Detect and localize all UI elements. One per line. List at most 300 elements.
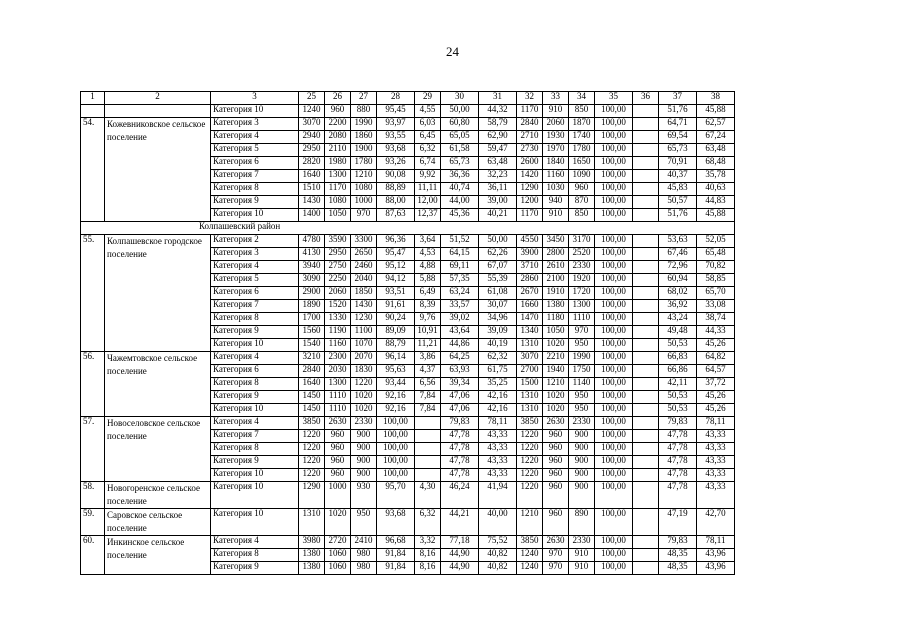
value-cell: 4,53 bbox=[415, 248, 441, 261]
value-cell: 93,68 bbox=[377, 144, 415, 157]
settlement-number bbox=[81, 105, 105, 118]
value-cell: 4,30 bbox=[415, 482, 441, 509]
value-cell: 1380 bbox=[299, 549, 325, 562]
value-cell: 940 bbox=[543, 196, 569, 209]
value-cell: 970 bbox=[351, 209, 377, 222]
value-cell: 5,88 bbox=[415, 274, 441, 287]
value-cell: 64,57 bbox=[697, 365, 735, 378]
value-cell: 970 bbox=[569, 326, 595, 339]
value-cell: 45,36 bbox=[441, 209, 479, 222]
value-cell: 900 bbox=[569, 430, 595, 443]
value-cell: 38,74 bbox=[697, 313, 735, 326]
header-cell: 30 bbox=[441, 92, 479, 105]
settlement-name: Новоселовское сельское поселение bbox=[105, 417, 211, 482]
value-cell: 77,18 bbox=[441, 536, 479, 549]
category-cell: Категория 6 bbox=[211, 157, 299, 170]
value-cell: 2330 bbox=[351, 417, 377, 430]
value-cell: 3980 bbox=[299, 536, 325, 549]
value-cell: 50,53 bbox=[659, 404, 697, 417]
value-cell: 4,55 bbox=[415, 105, 441, 118]
value-cell: 1210 bbox=[543, 378, 569, 391]
value-cell: 43,96 bbox=[697, 562, 735, 575]
value-cell: 39,02 bbox=[441, 313, 479, 326]
value-cell: 63,93 bbox=[441, 365, 479, 378]
value-cell bbox=[633, 313, 659, 326]
value-cell: 1310 bbox=[517, 339, 543, 352]
value-cell: 900 bbox=[351, 430, 377, 443]
value-cell: 1220 bbox=[517, 443, 543, 456]
value-cell bbox=[633, 183, 659, 196]
value-cell bbox=[633, 365, 659, 378]
value-cell: 65,73 bbox=[659, 144, 697, 157]
value-cell: 70,82 bbox=[697, 261, 735, 274]
value-cell: 100,00 bbox=[595, 196, 633, 209]
value-cell: 48,35 bbox=[659, 549, 697, 562]
value-cell: 2330 bbox=[569, 261, 595, 274]
value-cell: 7,84 bbox=[415, 404, 441, 417]
value-cell: 1910 bbox=[543, 287, 569, 300]
value-cell: 43,33 bbox=[697, 430, 735, 443]
value-cell: 1290 bbox=[299, 482, 325, 509]
value-cell: 43,33 bbox=[479, 456, 517, 469]
value-cell: 1210 bbox=[517, 509, 543, 536]
value-cell: 62,90 bbox=[479, 131, 517, 144]
value-cell: 100,00 bbox=[595, 131, 633, 144]
value-cell: 100,00 bbox=[595, 170, 633, 183]
value-cell: 2520 bbox=[569, 248, 595, 261]
value-cell: 2060 bbox=[325, 287, 351, 300]
value-cell: 2060 bbox=[543, 118, 569, 131]
value-cell: 4,88 bbox=[415, 261, 441, 274]
value-cell: 970 bbox=[543, 562, 569, 575]
value-cell: 100,00 bbox=[595, 469, 633, 482]
category-cell: Категория 8 bbox=[211, 378, 299, 391]
value-cell: 2670 bbox=[517, 287, 543, 300]
value-cell: 3940 bbox=[299, 261, 325, 274]
settlement-number: 57. bbox=[81, 417, 105, 482]
value-cell: 100,00 bbox=[595, 339, 633, 352]
value-cell: 55,39 bbox=[479, 274, 517, 287]
value-cell bbox=[415, 469, 441, 482]
value-cell: 2800 bbox=[543, 248, 569, 261]
value-cell: 1830 bbox=[351, 365, 377, 378]
value-cell: 950 bbox=[351, 509, 377, 536]
category-cell: Категория 4 bbox=[211, 417, 299, 430]
value-cell: 9,76 bbox=[415, 313, 441, 326]
value-cell: 93,55 bbox=[377, 131, 415, 144]
value-cell: 47,06 bbox=[441, 391, 479, 404]
value-cell bbox=[633, 274, 659, 287]
value-cell: 100,00 bbox=[595, 509, 633, 536]
value-cell: 2030 bbox=[325, 365, 351, 378]
value-cell bbox=[633, 417, 659, 430]
header-cell: 32 bbox=[517, 92, 543, 105]
value-cell: 1640 bbox=[299, 378, 325, 391]
value-cell: 3850 bbox=[517, 417, 543, 430]
value-cell bbox=[633, 300, 659, 313]
value-cell: 100,00 bbox=[595, 536, 633, 549]
settlement-name: Инкинское сельское поселение bbox=[105, 536, 211, 575]
value-cell: 3710 bbox=[517, 261, 543, 274]
value-cell: 960 bbox=[325, 430, 351, 443]
value-cell: 52,05 bbox=[697, 235, 735, 248]
value-cell: 3900 bbox=[517, 248, 543, 261]
value-cell: 3170 bbox=[569, 235, 595, 248]
value-cell: 95,45 bbox=[377, 105, 415, 118]
value-cell: 950 bbox=[569, 404, 595, 417]
value-cell: 79,83 bbox=[441, 417, 479, 430]
value-cell: 50,00 bbox=[441, 105, 479, 118]
value-cell: 12,37 bbox=[415, 209, 441, 222]
value-cell: 100,00 bbox=[595, 549, 633, 562]
value-cell: 1310 bbox=[517, 391, 543, 404]
category-cell: Категория 8 bbox=[211, 313, 299, 326]
value-cell: 93,26 bbox=[377, 157, 415, 170]
settlement-name: Кожевниковское сельское поселение bbox=[105, 118, 211, 222]
value-cell: 1240 bbox=[299, 105, 325, 118]
value-cell: 1940 bbox=[543, 365, 569, 378]
value-cell: 1920 bbox=[569, 274, 595, 287]
category-cell: Категория 5 bbox=[211, 144, 299, 157]
category-cell: Категория 3 bbox=[211, 118, 299, 131]
value-cell: 61,08 bbox=[479, 287, 517, 300]
header-cell: 31 bbox=[479, 92, 517, 105]
value-cell: 87,63 bbox=[377, 209, 415, 222]
value-cell: 88,79 bbox=[377, 339, 415, 352]
value-cell: 42,16 bbox=[479, 391, 517, 404]
value-cell: 1740 bbox=[569, 131, 595, 144]
value-cell: 100,00 bbox=[595, 183, 633, 196]
value-cell: 44,90 bbox=[441, 562, 479, 575]
value-cell: 1220 bbox=[351, 378, 377, 391]
value-cell: 12,00 bbox=[415, 196, 441, 209]
value-cell: 10,91 bbox=[415, 326, 441, 339]
value-cell: 100,00 bbox=[595, 105, 633, 118]
value-cell: 1220 bbox=[299, 430, 325, 443]
value-cell: 43,33 bbox=[479, 430, 517, 443]
value-cell: 100,00 bbox=[595, 326, 633, 339]
category-cell: Категория 9 bbox=[211, 196, 299, 209]
value-cell: 4130 bbox=[299, 248, 325, 261]
value-cell: 88,89 bbox=[377, 183, 415, 196]
value-cell: 1780 bbox=[351, 157, 377, 170]
value-cell: 65,48 bbox=[697, 248, 735, 261]
value-cell: 100,00 bbox=[595, 430, 633, 443]
value-cell: 90,24 bbox=[377, 313, 415, 326]
value-cell: 100,00 bbox=[595, 456, 633, 469]
value-cell: 45,88 bbox=[697, 209, 735, 222]
value-cell: 960 bbox=[543, 430, 569, 443]
value-cell: 79,83 bbox=[659, 417, 697, 430]
value-cell: 1870 bbox=[569, 118, 595, 131]
value-cell bbox=[633, 170, 659, 183]
value-cell: 58,85 bbox=[697, 274, 735, 287]
settlement-name: Новогоренское сельское поселение bbox=[105, 482, 211, 509]
value-cell: 100,00 bbox=[595, 391, 633, 404]
value-cell: 1170 bbox=[517, 209, 543, 222]
value-cell: 2630 bbox=[543, 417, 569, 430]
value-cell: 1310 bbox=[299, 509, 325, 536]
value-cell bbox=[633, 261, 659, 274]
value-cell: 100,00 bbox=[595, 274, 633, 287]
value-cell: 3,64 bbox=[415, 235, 441, 248]
value-cell: 100,00 bbox=[595, 300, 633, 313]
value-cell: 3850 bbox=[517, 536, 543, 549]
value-cell: 900 bbox=[351, 469, 377, 482]
value-cell: 900 bbox=[569, 443, 595, 456]
value-cell: 6,32 bbox=[415, 144, 441, 157]
value-cell: 1510 bbox=[299, 183, 325, 196]
value-cell: 60,80 bbox=[441, 118, 479, 131]
category-cell: Категория 6 bbox=[211, 287, 299, 300]
value-cell: 2940 bbox=[299, 131, 325, 144]
value-cell: 910 bbox=[569, 549, 595, 562]
value-cell: 45,26 bbox=[697, 404, 735, 417]
value-cell: 40,82 bbox=[479, 562, 517, 575]
value-cell bbox=[633, 443, 659, 456]
value-cell: 100,00 bbox=[595, 157, 633, 170]
value-cell: 43,33 bbox=[697, 469, 735, 482]
value-cell: 11,21 bbox=[415, 339, 441, 352]
category-cell: Категория 4 bbox=[211, 261, 299, 274]
value-cell: 970 bbox=[543, 549, 569, 562]
value-cell: 100,00 bbox=[595, 261, 633, 274]
value-cell: 1840 bbox=[543, 157, 569, 170]
value-cell: 2330 bbox=[569, 536, 595, 549]
value-cell: 8,16 bbox=[415, 549, 441, 562]
header-cell: 27 bbox=[351, 92, 377, 105]
value-cell: 1990 bbox=[351, 118, 377, 131]
category-cell: Категория 9 bbox=[211, 562, 299, 575]
category-cell: Категория 10 bbox=[211, 404, 299, 417]
value-cell: 1860 bbox=[351, 131, 377, 144]
value-cell bbox=[633, 209, 659, 222]
value-cell: 1990 bbox=[569, 352, 595, 365]
value-cell: 44,90 bbox=[441, 549, 479, 562]
value-cell: 100,00 bbox=[595, 235, 633, 248]
value-cell: 60,94 bbox=[659, 274, 697, 287]
value-cell: 2300 bbox=[325, 352, 351, 365]
value-cell bbox=[633, 391, 659, 404]
value-cell: 44,33 bbox=[697, 326, 735, 339]
value-cell: 2650 bbox=[351, 248, 377, 261]
value-cell: 1110 bbox=[325, 404, 351, 417]
value-cell: 3,32 bbox=[415, 536, 441, 549]
value-cell: 40,19 bbox=[479, 339, 517, 352]
value-cell: 1110 bbox=[569, 313, 595, 326]
value-cell: 96,68 bbox=[377, 536, 415, 549]
value-cell: 960 bbox=[325, 105, 351, 118]
table-row bbox=[81, 352, 735, 365]
table-row bbox=[81, 509, 735, 536]
settlement-number: 54. bbox=[81, 118, 105, 222]
value-cell: 1240 bbox=[517, 549, 543, 562]
value-cell: 1300 bbox=[325, 170, 351, 183]
value-cell: 960 bbox=[543, 509, 569, 536]
value-cell bbox=[633, 131, 659, 144]
value-cell: 43,33 bbox=[697, 456, 735, 469]
value-cell: 3450 bbox=[543, 235, 569, 248]
value-cell: 100,00 bbox=[377, 456, 415, 469]
category-cell: Категория 6 bbox=[211, 365, 299, 378]
value-cell: 96,14 bbox=[377, 352, 415, 365]
value-cell: 69,54 bbox=[659, 131, 697, 144]
value-cell: 1310 bbox=[517, 404, 543, 417]
value-cell bbox=[633, 144, 659, 157]
value-cell: 950 bbox=[569, 339, 595, 352]
value-cell: 960 bbox=[543, 443, 569, 456]
value-cell: 1220 bbox=[299, 443, 325, 456]
value-cell: 1050 bbox=[543, 326, 569, 339]
value-cell bbox=[633, 235, 659, 248]
value-cell: 43,33 bbox=[697, 482, 735, 509]
value-cell: 1020 bbox=[543, 391, 569, 404]
value-cell: 910 bbox=[543, 209, 569, 222]
category-cell: Категория 7 bbox=[211, 430, 299, 443]
value-cell: 1780 bbox=[569, 144, 595, 157]
value-cell: 40,00 bbox=[479, 509, 517, 536]
value-cell: 64,71 bbox=[659, 118, 697, 131]
value-cell: 78,11 bbox=[697, 417, 735, 430]
value-cell: 8,39 bbox=[415, 300, 441, 313]
value-cell: 67,46 bbox=[659, 248, 697, 261]
value-cell: 1100 bbox=[351, 326, 377, 339]
category-cell: Категория 7 bbox=[211, 170, 299, 183]
value-cell: 100,00 bbox=[595, 443, 633, 456]
value-cell: 870 bbox=[569, 196, 595, 209]
header-cell: 29 bbox=[415, 92, 441, 105]
settlement-name: Саровское сельское поселение bbox=[105, 509, 211, 536]
settlement-name bbox=[105, 105, 211, 118]
value-cell: 1060 bbox=[325, 549, 351, 562]
value-cell: 1660 bbox=[517, 300, 543, 313]
settlement-number: 56. bbox=[81, 352, 105, 417]
value-cell: 51,52 bbox=[441, 235, 479, 248]
value-cell: 1980 bbox=[325, 157, 351, 170]
value-cell: 47,78 bbox=[659, 443, 697, 456]
table-row bbox=[81, 417, 735, 430]
value-cell: 93,97 bbox=[377, 118, 415, 131]
value-cell: 40,21 bbox=[479, 209, 517, 222]
value-cell: 100,00 bbox=[377, 469, 415, 482]
value-cell: 1450 bbox=[299, 404, 325, 417]
value-cell: 9,92 bbox=[415, 170, 441, 183]
value-cell: 33,08 bbox=[697, 300, 735, 313]
value-cell: 51,76 bbox=[659, 105, 697, 118]
value-cell: 43,33 bbox=[479, 443, 517, 456]
value-cell: 1020 bbox=[325, 509, 351, 536]
value-cell bbox=[633, 378, 659, 391]
value-cell: 33,57 bbox=[441, 300, 479, 313]
value-cell: 94,12 bbox=[377, 274, 415, 287]
value-cell: 47,06 bbox=[441, 404, 479, 417]
value-cell: 1070 bbox=[351, 339, 377, 352]
value-cell: 100,00 bbox=[595, 417, 633, 430]
value-cell: 91,84 bbox=[377, 562, 415, 575]
value-cell: 2820 bbox=[299, 157, 325, 170]
value-cell: 58,79 bbox=[479, 118, 517, 131]
value-cell: 2600 bbox=[517, 157, 543, 170]
settlement-number: 55. bbox=[81, 235, 105, 352]
value-cell: 1140 bbox=[569, 378, 595, 391]
value-cell bbox=[633, 509, 659, 536]
value-cell: 47,78 bbox=[441, 443, 479, 456]
value-cell: 50,53 bbox=[659, 391, 697, 404]
value-cell: 1190 bbox=[325, 326, 351, 339]
value-cell: 2840 bbox=[517, 118, 543, 131]
value-cell bbox=[633, 287, 659, 300]
value-cell: 64,82 bbox=[697, 352, 735, 365]
value-cell bbox=[633, 404, 659, 417]
value-cell: 30,07 bbox=[479, 300, 517, 313]
value-cell: 48,35 bbox=[659, 562, 697, 575]
value-cell: 3590 bbox=[325, 235, 351, 248]
value-cell: 100,00 bbox=[595, 352, 633, 365]
value-cell: 1060 bbox=[325, 562, 351, 575]
category-cell: Категория 3 bbox=[211, 248, 299, 261]
value-cell: 90,08 bbox=[377, 170, 415, 183]
value-cell: 95,63 bbox=[377, 365, 415, 378]
value-cell: 100,00 bbox=[595, 404, 633, 417]
value-cell: 980 bbox=[351, 562, 377, 575]
value-cell bbox=[633, 339, 659, 352]
value-cell: 70,91 bbox=[659, 157, 697, 170]
category-cell: Категория 4 bbox=[211, 131, 299, 144]
value-cell bbox=[633, 456, 659, 469]
value-cell: 49,48 bbox=[659, 326, 697, 339]
value-cell: 35,25 bbox=[479, 378, 517, 391]
value-cell: 44,83 bbox=[697, 196, 735, 209]
category-cell: Категория 8 bbox=[211, 443, 299, 456]
value-cell: 2950 bbox=[325, 248, 351, 261]
value-cell: 910 bbox=[543, 105, 569, 118]
value-cell: 91,84 bbox=[377, 549, 415, 562]
value-cell: 2610 bbox=[543, 261, 569, 274]
value-cell: 2080 bbox=[325, 131, 351, 144]
value-cell: 47,78 bbox=[659, 469, 697, 482]
value-cell: 1970 bbox=[543, 144, 569, 157]
value-cell: 900 bbox=[351, 443, 377, 456]
value-cell: 53,63 bbox=[659, 235, 697, 248]
value-cell: 1030 bbox=[543, 183, 569, 196]
value-cell: 1650 bbox=[569, 157, 595, 170]
value-cell: 3090 bbox=[299, 274, 325, 287]
value-cell: 79,83 bbox=[659, 536, 697, 549]
value-cell: 1180 bbox=[543, 313, 569, 326]
value-cell: 1220 bbox=[517, 482, 543, 509]
value-cell: 95,12 bbox=[377, 261, 415, 274]
data-table bbox=[80, 91, 735, 575]
category-cell: Категория 8 bbox=[211, 549, 299, 562]
value-cell: 980 bbox=[351, 549, 377, 562]
value-cell: 850 bbox=[569, 209, 595, 222]
value-cell: 36,11 bbox=[479, 183, 517, 196]
value-cell: 1420 bbox=[517, 170, 543, 183]
value-cell: 43,64 bbox=[441, 326, 479, 339]
value-cell: 1170 bbox=[325, 183, 351, 196]
value-cell: 100,00 bbox=[377, 443, 415, 456]
value-cell: 100,00 bbox=[377, 430, 415, 443]
header-cell: 34 bbox=[569, 92, 595, 105]
value-cell: 1240 bbox=[517, 562, 543, 575]
value-cell: 75,52 bbox=[479, 536, 517, 549]
value-cell bbox=[415, 417, 441, 430]
value-cell: 66,83 bbox=[659, 352, 697, 365]
value-cell: 1220 bbox=[517, 430, 543, 443]
value-cell: 93,68 bbox=[377, 509, 415, 536]
value-cell: 100,00 bbox=[595, 118, 633, 131]
table-row bbox=[81, 235, 735, 248]
